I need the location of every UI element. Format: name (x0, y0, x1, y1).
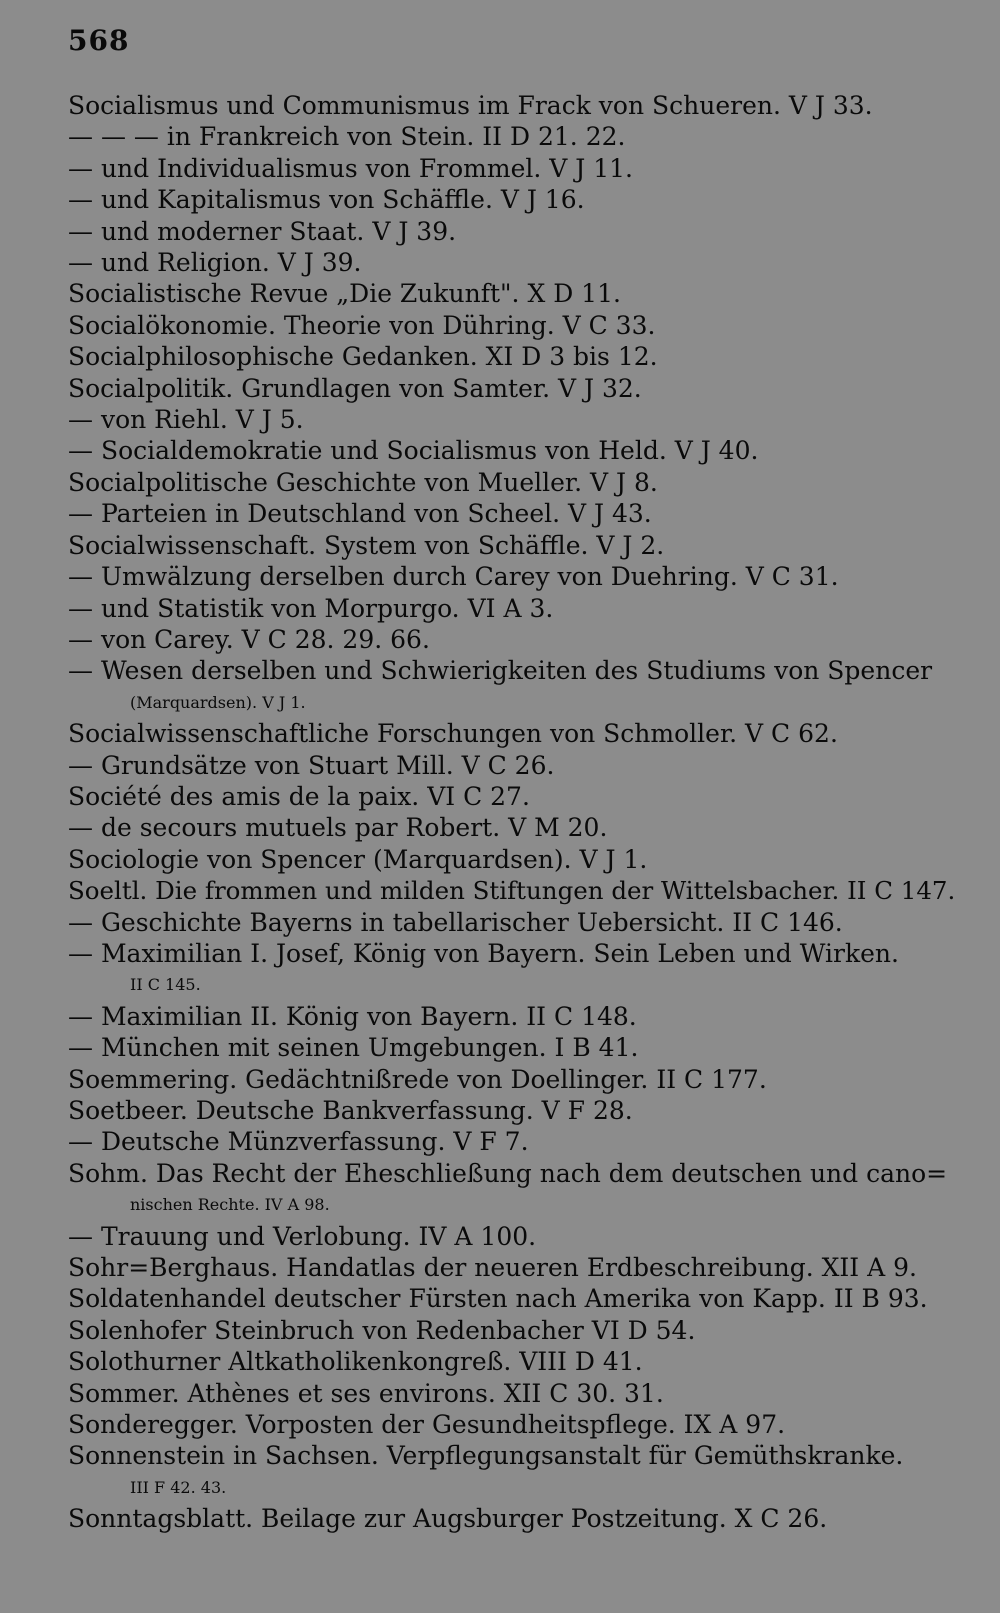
index-entry-line: — Socialdemokratie und Socialismus von Held. V J 40. (68, 436, 759, 466)
index-entry-line: — München mit seinen Umgebungen. I B 41. (68, 1033, 639, 1063)
index-entry-line: Soldatenhandel deutscher Fürsten nach Amerika von Kapp. II B 93. (68, 1284, 928, 1314)
index-entry-line: Socialökonomie. Theorie von Dühring. V C 33. (68, 310, 656, 340)
index-entry-line: Socialistische Revue „Die Zukunft". X D 11. (68, 279, 621, 309)
index-entry-line: Soemmering. Gedächtnißrede von Doellinger. II C 177. (68, 1064, 767, 1094)
index-entry-line: Socialpolitik. Grundlagen von Samter. V J 32. (68, 373, 642, 403)
index-entry-line: — und Individualismus von Frommel. V J 11. (68, 153, 634, 183)
index-entry-line: — de secours mutuels par Robert. V M 20. (68, 813, 608, 843)
index-entry-line: Soeltl. Die frommen und milden Stiftungen der Wittelsbacher. II C 147. (68, 876, 956, 906)
index-entry-line: — Umwälzung derselben durch Carey von Duehring. V C 31. (68, 562, 839, 592)
index-entry-line: — Geschichte Bayerns in tabellarischer Uebersicht. II C 146. (68, 907, 843, 937)
index-entry-line: Socialwissenschaftliche Forschungen von Schmoller. V C 62. (68, 719, 838, 749)
index-entries (68, 90, 958, 1535)
index-entry-line: Socialismus und Communismus im Frack von Schueren. V J 33. (68, 91, 873, 120)
index-entry-line: Sonderegger. Vorposten der Gesundheitspflege. IX A 97. (68, 1410, 786, 1440)
index-entry-line: Sonntagsblatt. Beilage zur Augsburger Postzeitung. X C 26. (68, 1504, 828, 1534)
index-entry-line: Socialwissenschaft. System von Schäffle. V J 2. (68, 530, 665, 560)
index-entry-line: — von Carey. V C 28. 29. 66. (68, 624, 430, 654)
index-entry-line: Sohm. Das Recht der Eheschließung nach dem deutschen und cano= (68, 1158, 948, 1188)
index-entry-line: Socialpolitische Geschichte von Mueller. V J 8. (68, 467, 658, 497)
index-entry-line: — — — in Frankreich von Stein. II D 21. 22. (68, 122, 626, 152)
index-entry-line: — Grundsätze von Stuart Mill. V C 26. (68, 750, 555, 780)
index-entry-line: — und Kapitalismus von Schäffle. V J 16. (68, 185, 585, 215)
index-entry-line: — Trauung und Verlobung. IV A 100. (68, 1221, 537, 1251)
index-entry-line: Société des amis de la paix. VI C 27. (68, 781, 530, 811)
index-entry-line: — Maximilian II. König von Bayern. II C 148. (68, 1001, 637, 1031)
index-entry-line: — und Statistik von Morpurgo. VI A 3. (68, 593, 554, 623)
index-entry-line: Solenhofer Steinbruch von Redenbacher VI D 54. (68, 1315, 696, 1345)
index-entry-line: — Deutsche Münzverfassung. V F 7. (68, 1127, 529, 1157)
index-entry-line: II C 145. (130, 975, 201, 995)
index-entry-line: — von Riehl. V J 5. (68, 405, 304, 435)
index-entry-line: — und Religion. V J 39. (68, 248, 362, 278)
index-entry-line: Sommer. Athènes et ses environs. XII C 30. 31. (68, 1378, 664, 1408)
index-entry-line: Sonnenstein in Sachsen. Verpflegungsanstalt für Gemüthskranke. (68, 1441, 904, 1471)
index-entry-line: Solothurner Altkatholikenkongreß. VIII D 41. (68, 1347, 643, 1377)
index-entry-line: Soetbeer. Deutsche Bankverfassung. V F 28. (68, 1096, 633, 1125)
index-entry-line: III F 42. 43. (130, 1477, 227, 1497)
index-entry-line: Sohr=Berghaus. Handatlas der neueren Erdbeschreibung. XII A 9. (68, 1253, 917, 1283)
index-entry-line: — und moderner Staat. V J 39. (68, 216, 457, 246)
page-number: 568 (68, 24, 130, 57)
index-entry-line: — Maximilian I. Josef, König von Bayern. Sein Leben und Wirken. (68, 938, 899, 968)
index-entry-line: — Parteien in Deutschland von Scheel. V J 43. (68, 499, 652, 529)
index-entry-line: Socialphilosophische Gedanken. XI D 3 bis 12. (68, 342, 658, 372)
index-entry-line: nischen Rechte. IV A 98. (130, 1195, 330, 1215)
index-entry-line: — Wesen derselben und Schwierigkeiten des Studiums von Spencer (68, 656, 933, 686)
index-entry-line: (Marquardsen). V J 1. (130, 692, 306, 712)
index-entry-line: Sociologie von Spencer (Marquardsen). V J 1. (68, 844, 648, 874)
